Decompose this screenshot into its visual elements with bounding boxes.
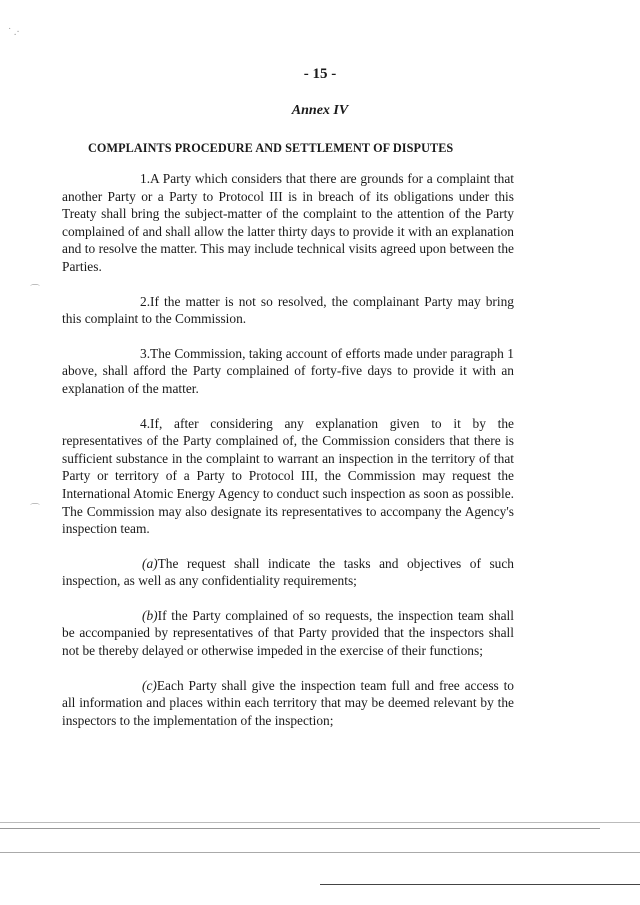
- scan-speck: ⌒: [30, 504, 40, 515]
- document-body: [62, 170, 514, 746]
- paragraph-number: 1.: [140, 171, 151, 186]
- paragraph-1: [62, 170, 514, 276]
- scan-rule: [320, 884, 640, 885]
- paragraph-number: 4.: [140, 415, 151, 431]
- scan-rule: [0, 822, 640, 823]
- page-number: - 15 -: [303, 66, 337, 82]
- section-heading: COMPLAINTS PROCEDURE AND SETTLEMENT OF DISPUTES: [88, 141, 454, 155]
- paragraph-text: If the matter is not so resolved, the complainant Party may bring this complaint to the Commission.: [62, 293, 514, 327]
- paragraph-2: [62, 293, 514, 328]
- paragraph-text: If, after considering any explanation given to it by the representatives of the Party complained of, the Commission considers that there is sufficient substance in the complaint to warrant an inspection in the territory of that Party or territory of a Party to Protocol III, the Commission may request the International Atomic Energy Agency to conduct such inspection as soon as possible. The Commission may also designate its representatives to accompany the Agency's inspection team.: [62, 415, 514, 537]
- scan-rule: [0, 852, 640, 853]
- subparagraph-letter: (c): [142, 677, 157, 693]
- subparagraph-text: If the Party complained of so requests, the inspection team shall be accompanied by representatives of that Party provided that the inspectors shall not be thereby delayed or otherwise impeded in the exercise of their functions;: [62, 607, 514, 659]
- subparagraph-letter: (a): [142, 555, 158, 571]
- subparagraph-text: Each Party shall give the inspection team full and free access to all information and places within each territory that may be deemed relevant by the inspectors to the implementation of the inspection;: [62, 677, 514, 728]
- subparagraph-b: [62, 607, 514, 660]
- subparagraph-c: [62, 677, 514, 730]
- paragraph-text: The Commission, taking account of efforts made under paragraph 1 above, shall afford the Party complained of forty-five days to provide it with an explanation of the matter.: [62, 345, 514, 396]
- paragraph-3: [62, 345, 514, 398]
- subparagraph-a: [62, 555, 514, 590]
- paragraph-4: [62, 415, 514, 538]
- paragraph-number: 3.: [140, 345, 151, 361]
- subparagraph-letter: (b): [142, 607, 158, 623]
- scan-rule: [0, 828, 600, 829]
- paragraph-number: 2.: [140, 293, 151, 309]
- scan-speck: ˙ .·: [8, 27, 20, 38]
- paragraph-text: A Party which considers that there are grounds for a complaint that another Party or a Party to Protocol III is in breach of its obligations under this Treaty shall bring the subject-matter of the complaint to the attention of the Party complained of and shall allow the latter thirty days to provide it with an explanation and to resolve the matter. This may include technical visits agreed upon between the Parties.: [62, 171, 514, 274]
- scan-speck: ⌒: [30, 285, 40, 296]
- annex-title: Annex IV: [291, 103, 349, 118]
- subparagraph-text: The request shall indicate the tasks and objectives of such inspection, as well as any confidentiality requirements;: [62, 555, 514, 589]
